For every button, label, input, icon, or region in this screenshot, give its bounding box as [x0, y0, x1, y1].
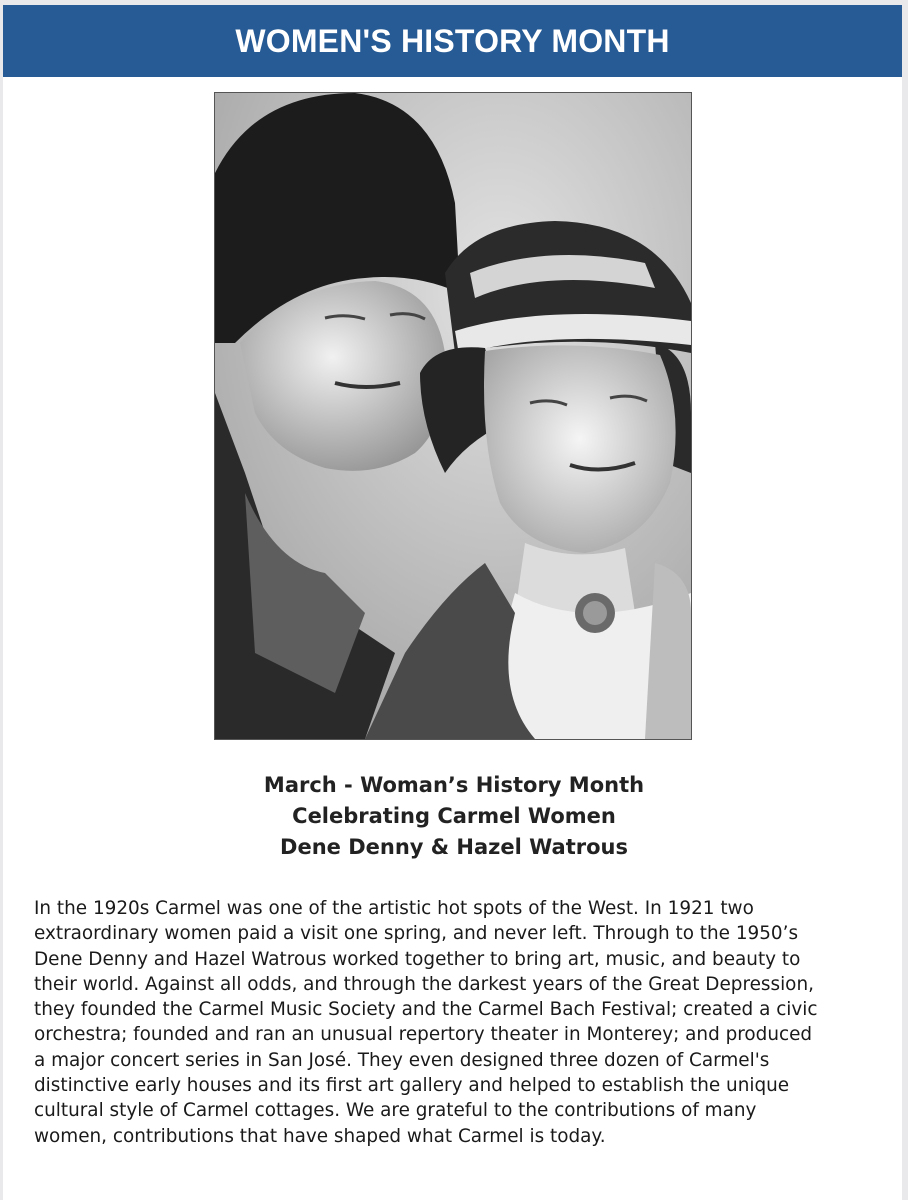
page-banner [3, 5, 902, 77]
portrait-photo [214, 92, 692, 740]
article-line: they founded the Carmel Music Society and the Carmel Bach Festival; created a civic [34, 999, 818, 1021]
article-line: extraordinary women paid a visit one spring, and never left. Through to the 1950’s [34, 923, 799, 945]
article-line: women, contributions that have shaped what Carmel is today. [34, 1125, 606, 1147]
article-line: a major concert series in San José. They even designed three dozen of Carmel's [34, 1049, 770, 1071]
photo-caption [0, 770, 908, 863]
portrait-photo-icon [215, 93, 691, 739]
banner-title: WOMEN'S HISTORY MONTH [235, 22, 670, 59]
article-line: distinctive early houses and its first art gallery and helped to establish the unique [34, 1075, 790, 1097]
article-line: their world. Against all odds, and through the darkest years of the Great Depression, [34, 973, 814, 995]
article-line: orchestra; founded and ran an unusual repertory theater in Monterey; and produced [34, 1024, 813, 1046]
article-line: In the 1920s Carmel was one of the artistic hot spots of the West. In 1921 two [34, 898, 754, 919]
article-body [34, 896, 879, 1149]
caption-line-3: Dene Denny & Hazel Watrous [280, 835, 628, 859]
article-line: cultural style of Carmel cottages. We are grateful to the contributions of many [34, 1100, 757, 1122]
caption-line-1: March - Woman’s History Month [263, 773, 645, 797]
article-line: Dene Denny and Hazel Watrous worked together to bring art, music, and beauty to [34, 948, 801, 970]
caption-line-2: Celebrating Carmel Women [292, 804, 616, 828]
